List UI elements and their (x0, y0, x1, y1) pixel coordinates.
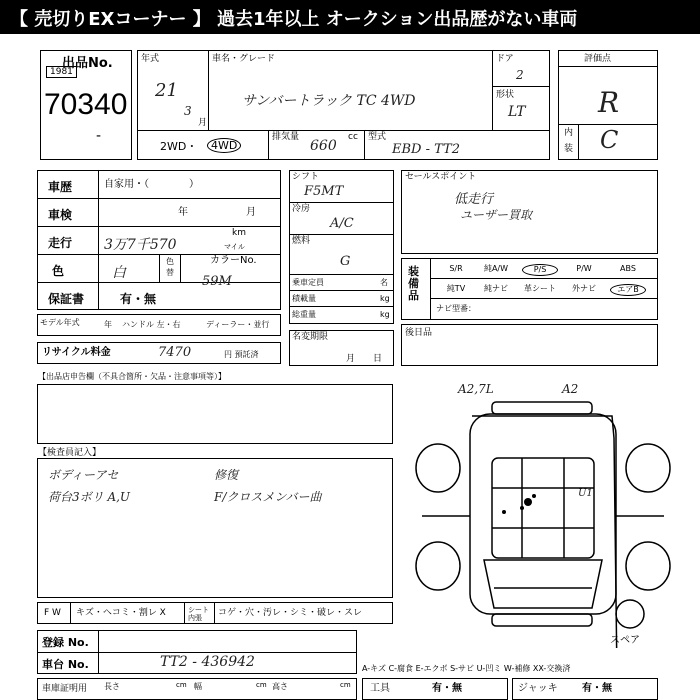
year-label: 年式 (141, 54, 160, 64)
name-change-unit: 月日 (346, 354, 401, 364)
year-era: 21 (155, 80, 178, 101)
shape-value: LT (508, 104, 526, 120)
inspection-year: 年 (178, 207, 188, 218)
notice-label: 【出品店申告欄（不具合箇所・欠品・注意事項等）】 (38, 372, 226, 381)
change-dealer: ディーラー・並行 (206, 320, 270, 329)
doors-label: ドア (496, 54, 514, 64)
equip-r2-3: 外ナビ (572, 284, 596, 293)
interior-value: C (600, 126, 619, 154)
doors-value: 2 (516, 68, 524, 82)
codes-a: F W (44, 608, 61, 618)
diagram-top-a: A2,7L (458, 382, 494, 396)
extra-label: 後日品 (405, 328, 433, 338)
sales-line-2: ユーザー買取 (460, 208, 533, 222)
type-value: EBD - TT2 (392, 142, 460, 157)
registration-label: 登録 No. (42, 636, 89, 649)
inspection-month: 月 (246, 207, 256, 218)
equipment-label: 装備品 (408, 265, 419, 302)
shift-label: シフト (292, 172, 320, 182)
equip-r1-4: ABS (620, 264, 636, 273)
drive-value: 4WD (207, 138, 241, 153)
grade-label: 評価点 (584, 54, 612, 64)
displacement-value: 660 (310, 138, 337, 154)
size-label: 車庫証明用 (42, 684, 88, 694)
warranty-value: 有・無 (120, 292, 157, 306)
chassis-label: 車台 No. (42, 658, 89, 671)
fuel-label: 燃料 (292, 236, 311, 246)
displacement-unit: cc (348, 132, 358, 142)
jack-label: ジャッキ (518, 683, 558, 694)
codes-c: シート 内張 (188, 606, 209, 622)
year-month-unit: 月 (198, 118, 208, 128)
equip-r1-2: P/S (522, 264, 558, 276)
capacity-label: 乗車定員 (292, 278, 324, 287)
size-wid-unit: cm (256, 681, 267, 689)
gross-label: 総重量 (292, 310, 316, 319)
color-value: 白 (112, 265, 126, 281)
tools-label: 工具 (370, 683, 390, 694)
gross-unit: kg (380, 310, 390, 319)
size-wid: 幅 (194, 682, 202, 691)
inspector-label: 【検査員記入】 (38, 448, 102, 458)
equip-r2-4: エアB (610, 284, 646, 296)
size-len-unit: cm (176, 681, 187, 689)
truck-bed (492, 458, 594, 558)
shift-value: F5MT (304, 184, 344, 199)
color-sub-1: 色 (166, 257, 174, 266)
size-len: 長さ (104, 682, 120, 691)
diagram-mark: U1 (578, 488, 593, 499)
lot-small: 1981 (46, 66, 77, 78)
change-label: モデル年式 (40, 318, 80, 327)
color-sub-2: 替 (166, 268, 174, 277)
mileage-label: 走行 (48, 236, 73, 250)
car-body-outline (472, 416, 617, 648)
change-year: 年 (104, 320, 112, 329)
wheel-rr (626, 542, 670, 590)
bumper-bottom (492, 614, 592, 626)
inspector-note-3: 修復 (214, 468, 239, 482)
equip-r2-0: 純TV (446, 284, 466, 293)
codes-b: キズ・ヘコミ・割レ X (76, 608, 166, 618)
equip-r2-2: 革シート (524, 284, 556, 293)
change-handle: ハンドル 左・右 (122, 320, 181, 329)
recycle-label: リサイクル料金 (42, 347, 111, 358)
aircon-value: A/C (330, 216, 354, 231)
damage-mark (524, 498, 532, 506)
load-unit: kg (380, 294, 390, 303)
size-hgt: 高さ (272, 682, 288, 691)
warranty-label: 保証書 (48, 292, 85, 306)
lot-number: 70340 (44, 88, 128, 121)
size-hgt-unit: cm (340, 681, 351, 689)
type-label: 型式 (368, 132, 387, 142)
mileage-value: 3万7千570 (104, 237, 177, 253)
color-code-label: カラーNo. (210, 255, 257, 266)
inspector-note-1: ボディーアセ (48, 468, 119, 482)
color-code-value: 59M (202, 274, 232, 289)
inspector-note-2: 荷台3ボリ A,U (48, 490, 131, 504)
sales-label: セールスポイント (405, 172, 477, 182)
codes-d: コゲ・穴・汚レ・シミ・破レ・スレ (218, 608, 363, 618)
wheel-fr (626, 444, 670, 492)
history-options: 自家用・（ ） (104, 179, 199, 190)
wheel-rl (416, 542, 460, 590)
wheel-fl (416, 444, 460, 492)
equip-r1-3: P/W (576, 264, 592, 273)
lot-label: 出品No. (62, 56, 113, 71)
header-title: 【 売切りEXコーナー 】 過去1年以上 オークション出品歴がない車両 (10, 9, 578, 30)
equip-r1-0: S/R (449, 264, 463, 273)
capacity-unit: 名 (380, 278, 388, 287)
recycle-value: 7470 (158, 345, 192, 360)
interior-label-1: 内 (564, 128, 574, 138)
year-month: 3 (184, 104, 192, 118)
grade-value: R (598, 86, 620, 119)
mileage-unit-mile: マイル (224, 243, 245, 251)
model-value: サンバートラック TC 4WD (242, 93, 416, 109)
tools-value: 有・無 (432, 683, 462, 694)
car-diagram (402, 378, 682, 648)
interior-label-2: 装 (564, 144, 574, 154)
sales-line-1: 低走行 (454, 192, 494, 207)
spare-circle (616, 600, 644, 628)
lot-mark: - (96, 128, 102, 144)
displacement-label: 排気量 (272, 132, 300, 142)
equip-nav-label: ナビ型番： (436, 304, 476, 313)
equip-r2-1: 純ナビ (484, 284, 508, 293)
inspector-note-4: F/クロスメンバー曲 (214, 490, 322, 504)
name-change-label: 名変期限 (292, 332, 329, 342)
diagram-spare: スペア (610, 635, 640, 646)
recycle-unit: 円 預託済 (224, 350, 259, 359)
bumper-top (492, 402, 592, 414)
damage-legend: A-キズ C-腐食 E-エクボ S-サビ U-凹ミ W-補修 XX-交換済 (362, 664, 571, 673)
load-label: 積載量 (292, 294, 316, 303)
drive-prefix: 2WD・ (160, 140, 198, 153)
fuel-value: G (340, 254, 351, 269)
cab (484, 560, 602, 608)
color-label: 色 (52, 264, 65, 278)
mileage-unit-km: km (232, 228, 246, 238)
equip-r1-1: 純A/W (483, 264, 509, 273)
extra-box (401, 324, 658, 366)
diagram-top-b: A2 (562, 382, 579, 396)
aircon-label: 冷房 (292, 204, 311, 214)
shape-label: 形状 (496, 90, 515, 100)
history-label: 車歴 (48, 180, 73, 194)
notice-box (37, 384, 393, 444)
chassis-value: TT2 - 436942 (160, 654, 255, 670)
model-label: 車名・グレード (212, 54, 276, 64)
jack-value: 有・無 (582, 683, 612, 694)
inspection-label: 車検 (48, 208, 73, 222)
